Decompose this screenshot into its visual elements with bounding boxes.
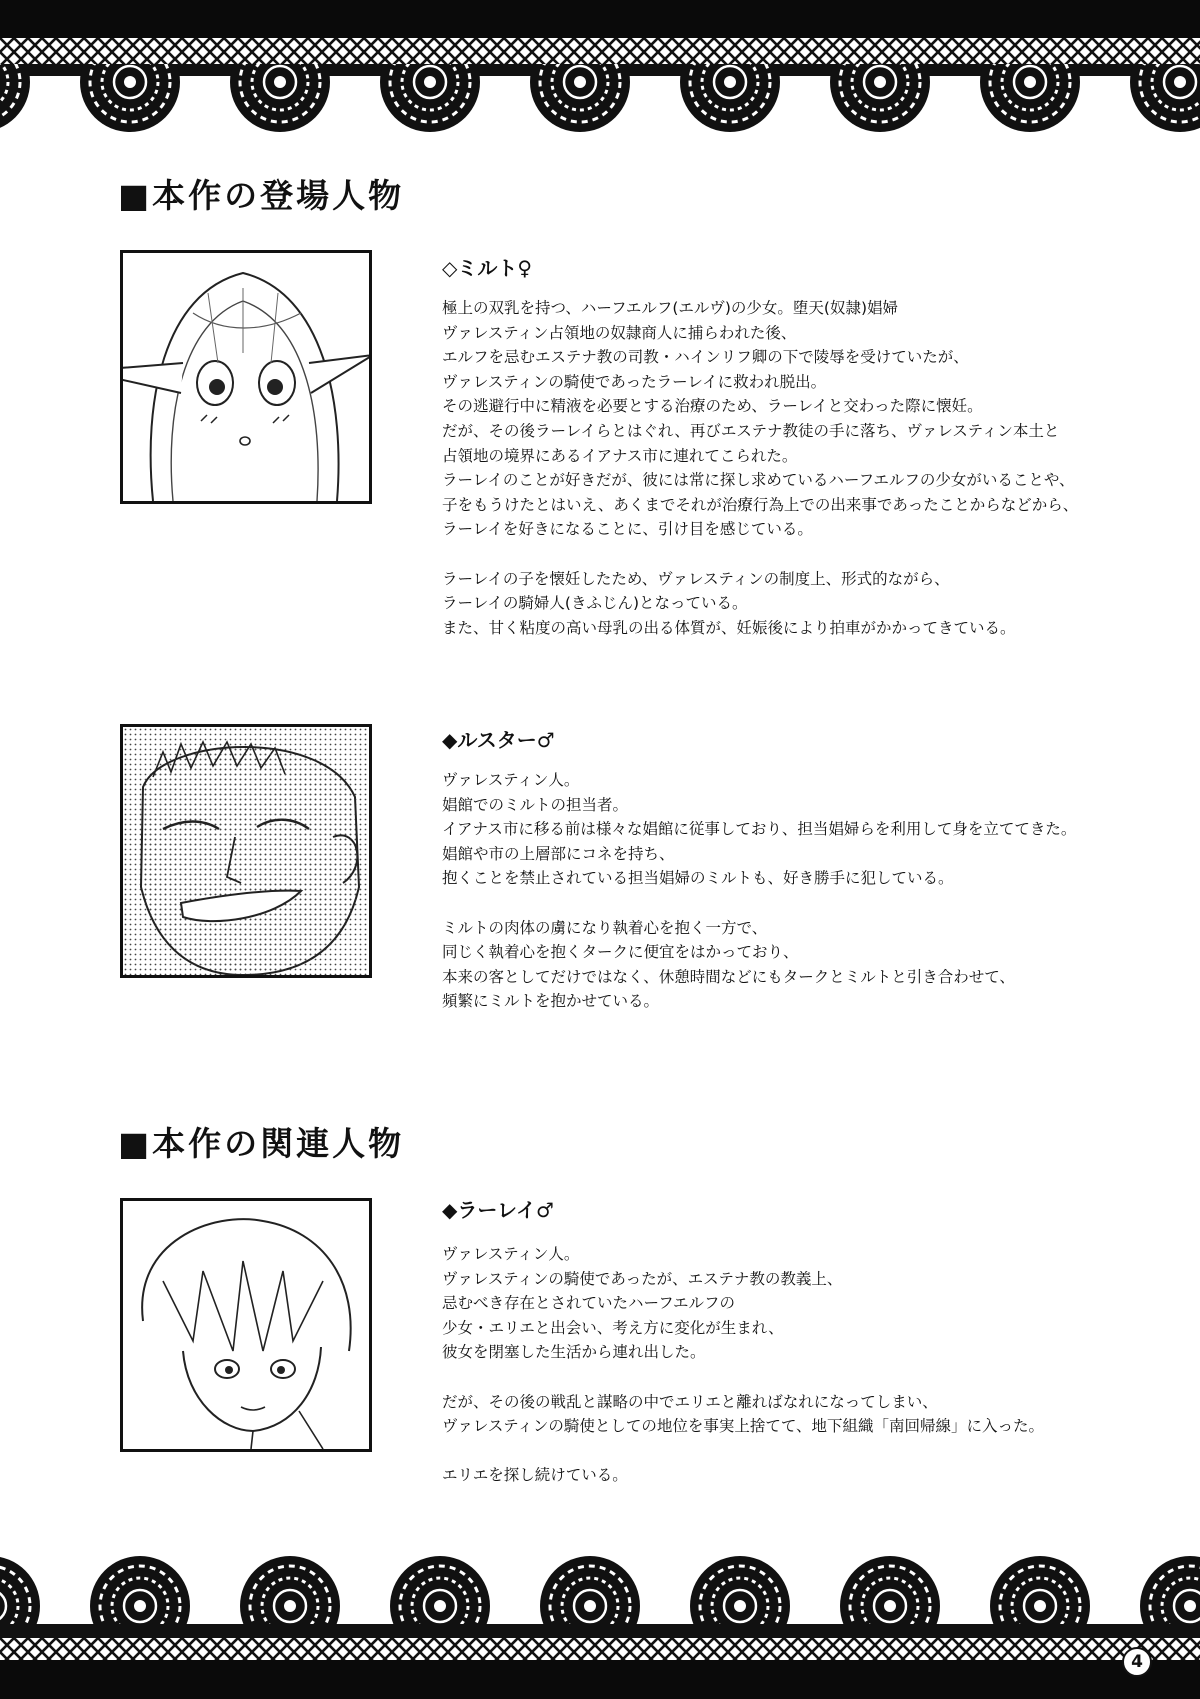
desc-line: ラーレイのことが好きだが、彼には常に探し求めているハーフエルフの少女がいることや、 xyxy=(442,471,1075,490)
desc-line: ヴァレスティンの騎使としての地位を事実上捨てて、地下組織「南回帰線」に入った。 xyxy=(442,1417,1045,1436)
desc-line: ミルトの肉体の虜になり執着心を抱く一方で、 xyxy=(442,918,768,937)
lace-border-top xyxy=(0,38,1200,148)
character-description-raley xyxy=(442,1242,1162,1488)
desc-line: ラーレイを好きになることに、引け目を感じている。 xyxy=(442,520,813,539)
desc-line: 極上の双乳を持つ、ハーフエルフ(エルヴ)の少女。堕天(奴隷)娼婦 xyxy=(442,299,899,317)
desc-line: ヴァレスティン人。 xyxy=(442,771,580,789)
desc-line: ラーレイの騎婦人(きふじん)となっている。 xyxy=(442,594,748,613)
character-description-ruster xyxy=(442,768,1162,1014)
desc-line: 本来の客としてだけではなく、休憩時間などにもタークとミルトと引き合わせて、 xyxy=(442,967,1015,986)
desc-line: 忌むべき存在とされていたハーフエルフの xyxy=(442,1294,735,1313)
ruster-portrait-illustration xyxy=(123,727,369,975)
portrait-ruster xyxy=(120,724,372,978)
desc-line: だが、その後ラーレイらとはぐれ、再びエステナ教徒の手に落ち、ヴァレスティン本土と xyxy=(442,421,1060,440)
desc-line: 頻繁にミルトを抱かせている。 xyxy=(442,992,660,1011)
desc-line: 娼館や市の上層部にコネを持ち、 xyxy=(442,844,675,863)
portrait-raley xyxy=(120,1198,372,1452)
desc-line xyxy=(442,891,1162,916)
section-title-main-characters: ■本作の登場人物 xyxy=(118,176,405,215)
lace-border-bottom xyxy=(0,1540,1200,1664)
desc-line: ヴァレスティン人。 xyxy=(442,1245,580,1263)
character-description-milt xyxy=(442,296,1162,640)
desc-line: エルフを忌むエステナ教の司教・ハインリフ卿の下で陵辱を受けていたが、 xyxy=(442,348,969,367)
desc-line: ヴァレスティン占領地の奴隷商人に捕らわれた後、 xyxy=(442,323,797,342)
desc-line: 抱くことを禁止されている担当娼婦のミルトも、好き勝手に犯している。 xyxy=(442,869,954,888)
desc-line xyxy=(442,1439,1162,1464)
top-border-band xyxy=(0,0,1200,40)
bottom-border-band xyxy=(0,1660,1200,1699)
character-name-ruster: ◆ルスター♂ xyxy=(442,728,555,752)
desc-line: 娼館でのミルトの担当者。 xyxy=(442,795,629,814)
desc-line: 子をもうけたとはいえ、あくまでそれが治療行為上での出来事であったことからなどから、 xyxy=(442,495,1079,514)
desc-line: ヴァレスティンの騎使であったラーレイに救われ脱出。 xyxy=(442,372,827,391)
character-name-milt: ◇ミルト♀ xyxy=(442,256,533,280)
desc-line: 同じく執着心を抱くタークに便宜をはかっており、 xyxy=(442,943,799,962)
desc-line: その逃避行中に精液を必要とする治療のため、ラーレイと交わった際に懐妊。 xyxy=(442,397,983,416)
desc-line: 占領地の境界にあるイアナス市に連れてこられた。 xyxy=(442,446,798,465)
milt-portrait-illustration xyxy=(123,253,369,501)
desc-line: 少女・エリエと出会い、考え方に変化が生まれ、 xyxy=(442,1318,784,1337)
desc-line xyxy=(442,542,1162,567)
desc-line xyxy=(442,1365,1162,1390)
desc-line: また、甘く粘度の高い母乳の出る体質が、妊娠後により拍車がかかってきている。 xyxy=(442,618,1016,637)
portrait-milt xyxy=(120,250,372,504)
desc-line: イアナス市に移る前は様々な娼館に従事しており、担当娼婦らを利用して身を立ててきた。 xyxy=(442,820,1077,839)
desc-line: ヴァレスティンの騎使であったが、エステナ教の教義上、 xyxy=(442,1269,843,1288)
page-number: 4 xyxy=(1122,1647,1152,1677)
section-title-related-characters: ■本作の関連人物 xyxy=(118,1124,405,1163)
raley-portrait-illustration xyxy=(123,1201,369,1449)
desc-line: だが、その後の戦乱と謀略の中でエリエと離ればなれになってしまい、 xyxy=(442,1392,938,1411)
desc-line: ラーレイの子を懐妊したため、ヴァレスティンの制度上、形式的ながら、 xyxy=(442,569,950,588)
desc-line: エリエを探し続けている。 xyxy=(442,1466,628,1485)
desc-line: 彼女を閉塞した生活から連れ出した。 xyxy=(442,1343,706,1362)
character-name-raley: ◆ラーレイ♂ xyxy=(442,1198,554,1222)
